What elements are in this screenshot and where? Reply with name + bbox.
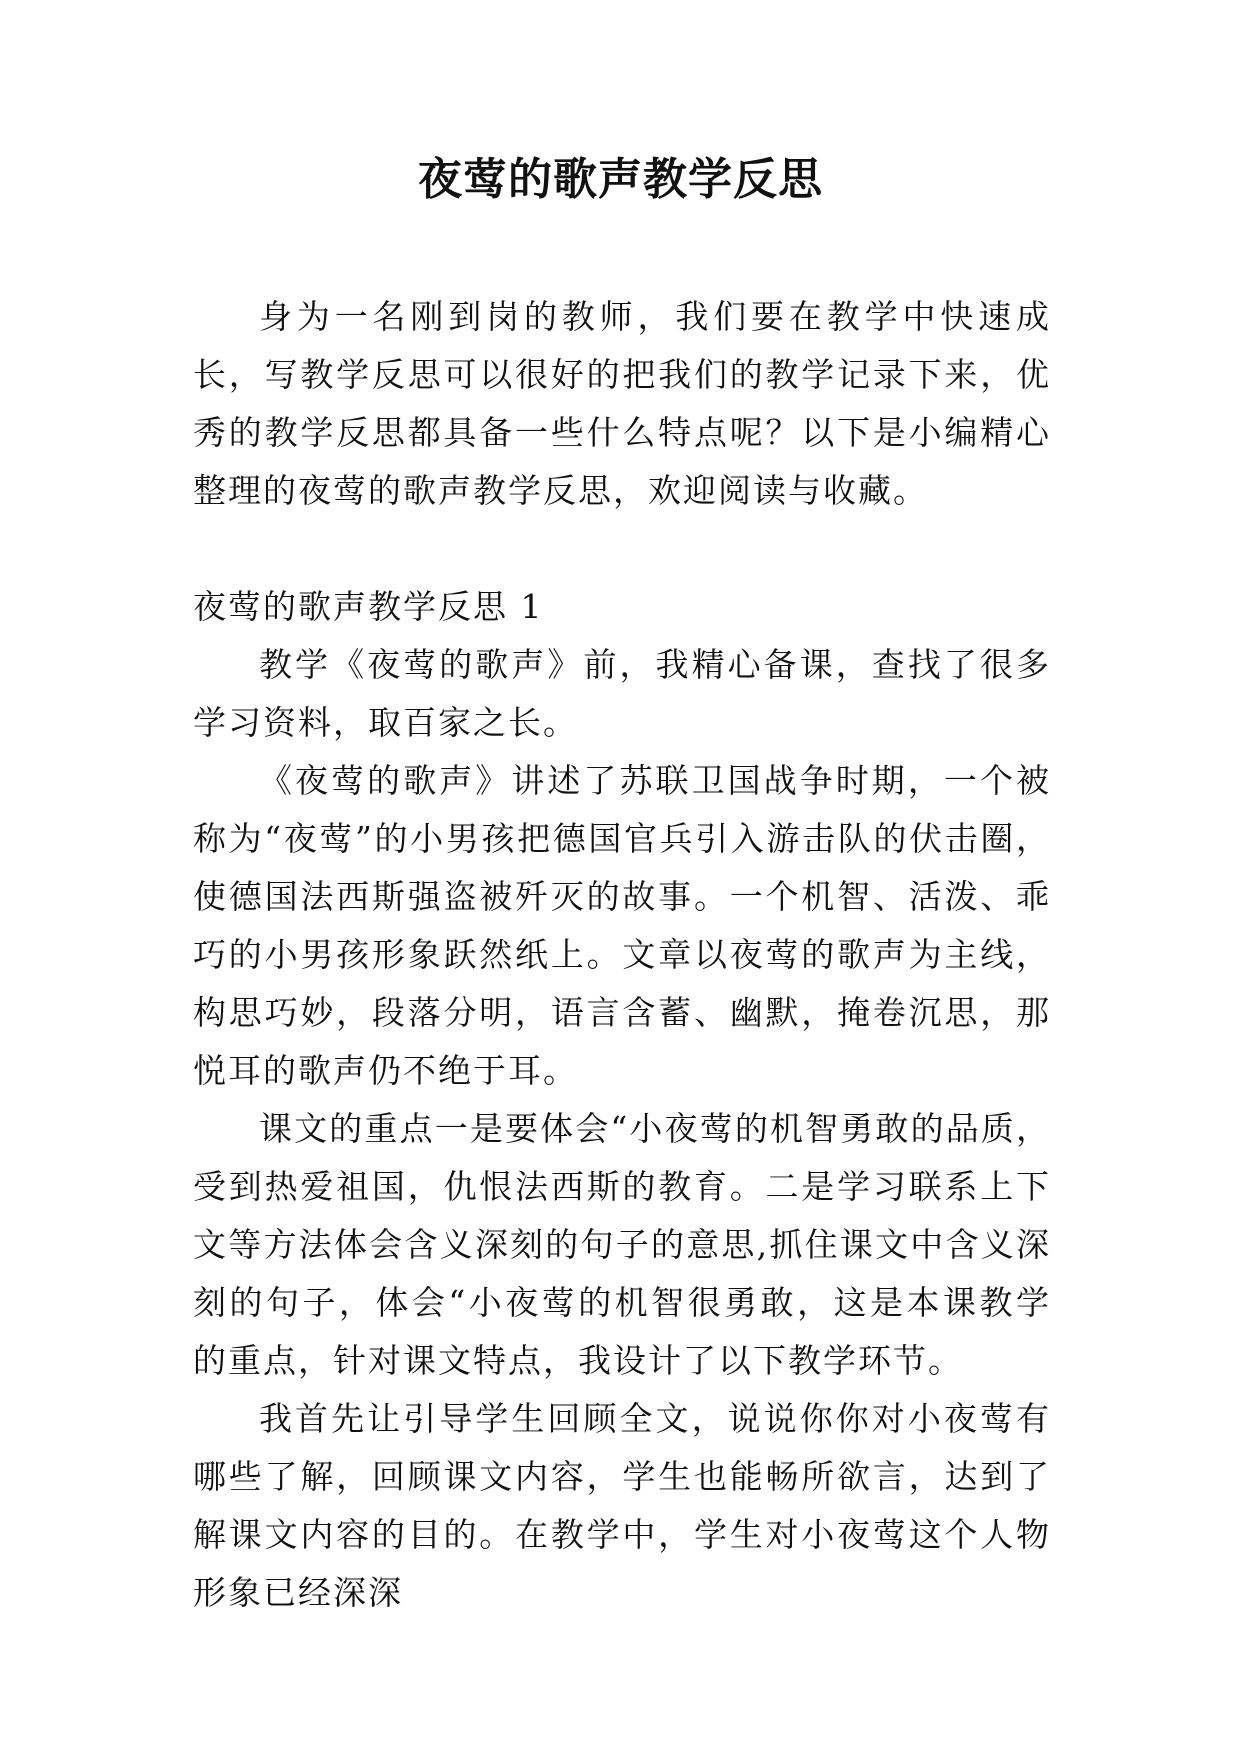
document-body: [193, 288, 1051, 1622]
body-paragraph-4: 我首先让引导学生回顾全文，说说你你对小夜莺有哪些了解，回顾课文内容，学生也能畅所欲言，达到了解课文内容的目的。在教学中，学生对小夜莺这个人物形象已经深深: [193, 1399, 1051, 1612]
section-heading: 夜莺的歌声教学反思 1: [193, 587, 544, 626]
paragraph-gap: [193, 520, 1051, 578]
body-paragraph-1: 教学《夜莺的歌声》前，我精心备课，查找了很多学习资料，取百家之长。: [193, 645, 1051, 742]
body-paragraph-2: 《夜莺的歌声》讲述了苏联卫国战争时期，一个被称为“夜莺”的小男孩把德国官兵引入游击队的伏击圈，使德国法西斯强盗被歼灭的故事。一个机智、活泼、乖巧的小男孩形象跃然纸上。文章以夜莺的歌声为主线，构思巧妙，段落分明，语言含蓄、幽默，掩卷沉思，那悦耳的歌声仍不绝于耳。: [193, 761, 1051, 1090]
intro-paragraph: 身为一名刚到岗的教师，我们要在教学中快速成长，写教学反思可以很好的把我们的教学记录下来，优秀的教学反思都具备一些什么特点呢？以下是小编精心整理的夜莺的歌声教学反思，欢迎阅读与收藏。: [193, 297, 1051, 510]
document-title: 夜莺的歌声教学反思: [418, 154, 823, 205]
body-paragraph-3: 课文的重点一是要体会“小夜莺的机智勇敢的品质，受到热爱祖国，仇恨法西斯的教育。二是学习联系上下文等方法体会含义深刻的句子的意思,抓住课文中含义深刻的句子，体会“小夜莺的机智很勇敢，这是本课教学的重点，针对课文特点，我设计了以下教学环节。: [193, 1109, 1051, 1380]
